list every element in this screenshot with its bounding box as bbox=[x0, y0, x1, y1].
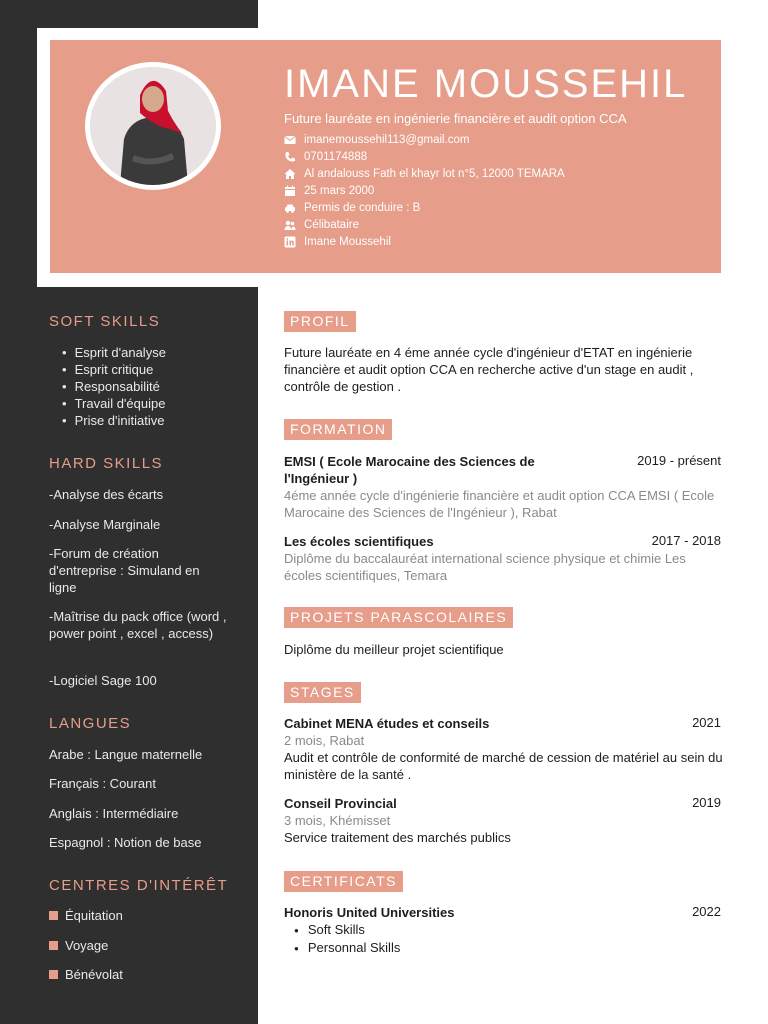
stage-company: Cabinet MENA études et conseils bbox=[284, 716, 490, 731]
formation-detail: Diplôme du baccalauréat international science physique et chimie Les écoles scientifiques, Temara bbox=[284, 551, 686, 583]
profil-section-title: PROFIL bbox=[284, 311, 356, 332]
stage-company: Conseil Provincial bbox=[284, 796, 397, 811]
linkedin-icon bbox=[284, 236, 296, 248]
users-icon bbox=[284, 219, 296, 231]
list-item: ● Soft Skills bbox=[294, 921, 400, 939]
soft-skills-list bbox=[62, 344, 166, 429]
hard-skill-item: -Forum de création d'entreprise : Simuland en ligne bbox=[49, 546, 200, 595]
interests-title: CENTRES D'INTÉRÊT bbox=[49, 877, 229, 894]
list-item: • Travail d'équipe bbox=[62, 395, 166, 412]
contact-address bbox=[284, 165, 565, 182]
contact-email-text: imanemoussehil113@gmail.com bbox=[304, 133, 470, 146]
language-item: Arabe : Langue maternelle bbox=[49, 747, 203, 762]
contact-license-text: Permis de conduire : B bbox=[304, 201, 421, 214]
car-icon bbox=[284, 202, 296, 214]
interest-label: Voyage bbox=[65, 938, 109, 953]
contact-phone[interactable] bbox=[284, 148, 565, 165]
phone-icon bbox=[284, 151, 296, 163]
profil-text: Future lauréate en 4 éme année cycle d'ingénieur d'ETAT en ingénierie financière et audit option CCA en recherche active d'un stage en audit , contrôle de gestion . bbox=[284, 345, 694, 394]
stage-date: 2021 bbox=[692, 715, 721, 730]
contact-email[interactable] bbox=[284, 131, 565, 148]
interest-label: Bénévolat bbox=[65, 967, 123, 982]
stage-date: 2019 bbox=[692, 795, 721, 810]
formation-school: EMSI ( Ecole Marocaine des Sciences de l'Ingénieur ) bbox=[284, 454, 535, 486]
hard-skill-item: -Maîtrise du pack office (word , power point , excel , access) bbox=[49, 609, 227, 641]
formation-date: 2019 - présent bbox=[637, 453, 721, 468]
projets-section-title: PROJETS PARASCOLAIRES bbox=[284, 607, 513, 628]
hard-skill-item: -Logiciel Sage 100 bbox=[49, 673, 157, 688]
contact-address-text: Al andalouss Fath el khayr lot n°5, 12000 TEMARA bbox=[304, 167, 565, 180]
contact-linkedin-text: Imane Moussehil bbox=[304, 235, 391, 248]
hard-skill-item: -Analyse Marginale bbox=[49, 517, 161, 532]
stage-meta: 3 mois, Khémisset bbox=[284, 813, 391, 828]
contact-status-text: Célibataire bbox=[304, 218, 359, 231]
language-item: Français : Courant bbox=[49, 776, 156, 791]
square-bullet-icon bbox=[49, 970, 58, 979]
interest-label: Équitation bbox=[65, 908, 123, 923]
hard-skills-title: HARD SKILLS bbox=[49, 455, 164, 472]
interest-item bbox=[49, 938, 108, 953]
cert-date: 2022 bbox=[692, 904, 721, 919]
home-icon bbox=[284, 168, 296, 180]
contact-phone-text: 0701174888 bbox=[304, 150, 368, 163]
cert-list bbox=[294, 921, 400, 957]
interest-item bbox=[49, 908, 123, 923]
cert-organization: Honoris United Universities bbox=[284, 905, 455, 920]
list-item: • Esprit d'analyse bbox=[62, 344, 166, 361]
list-item: • Esprit critique bbox=[62, 361, 166, 378]
formation-detail: 4éme année cycle d'ingénierie financière et audit option CCA EMSI ( Ecole Marocaine des Sciences de l'Ingénieur ), Rabat bbox=[284, 488, 715, 520]
hard-skill-item: -Analyse des écarts bbox=[49, 487, 164, 502]
stage-description: Service traitement des marchés publics bbox=[284, 830, 511, 845]
contact-list bbox=[284, 131, 565, 250]
languages-title: LANGUES bbox=[49, 715, 132, 732]
formation-school: Les écoles scientifiques bbox=[284, 534, 434, 549]
language-item: Anglais : Intermédiaire bbox=[49, 806, 179, 821]
contact-birthdate bbox=[284, 182, 565, 199]
contact-license bbox=[284, 199, 565, 216]
formation-section-title: FORMATION bbox=[284, 419, 392, 440]
stages-section-title: STAGES bbox=[284, 682, 361, 703]
stage-meta: 2 mois, Rabat bbox=[284, 733, 365, 748]
stage-description: Audit et contrôle de conformité de marché de cession de matériel au sein du ministère de la santé . bbox=[284, 750, 723, 782]
list-item: • Prise d'initiative bbox=[62, 412, 166, 429]
interest-item bbox=[49, 967, 123, 982]
square-bullet-icon bbox=[49, 941, 58, 950]
projets-text: Diplôme du meilleur projet scientifique bbox=[284, 642, 504, 657]
calendar-icon bbox=[284, 185, 296, 197]
profile-photo-frame bbox=[85, 62, 221, 190]
candidate-name: IMANE MOUSSEHIL bbox=[284, 62, 688, 106]
profile-photo bbox=[90, 67, 216, 185]
contact-linkedin[interactable] bbox=[284, 233, 565, 250]
contact-status bbox=[284, 216, 565, 233]
soft-skills-title: SOFT SKILLS bbox=[49, 313, 161, 330]
square-bullet-icon bbox=[49, 911, 58, 920]
list-item: ● Personnal Skills bbox=[294, 939, 400, 957]
formation-date: 2017 - 2018 bbox=[651, 533, 721, 548]
list-item: • Responsabilité bbox=[62, 378, 166, 395]
contact-birthdate-text: 25 mars 2000 bbox=[304, 184, 375, 197]
language-item: Espagnol : Notion de base bbox=[49, 835, 202, 850]
candidate-subtitle: Future lauréate en ingénierie financière et audit option CCA bbox=[284, 111, 627, 126]
person-illustration bbox=[90, 67, 216, 185]
email-icon bbox=[284, 134, 296, 146]
certificats-section-title: CERTIFICATS bbox=[284, 871, 403, 892]
